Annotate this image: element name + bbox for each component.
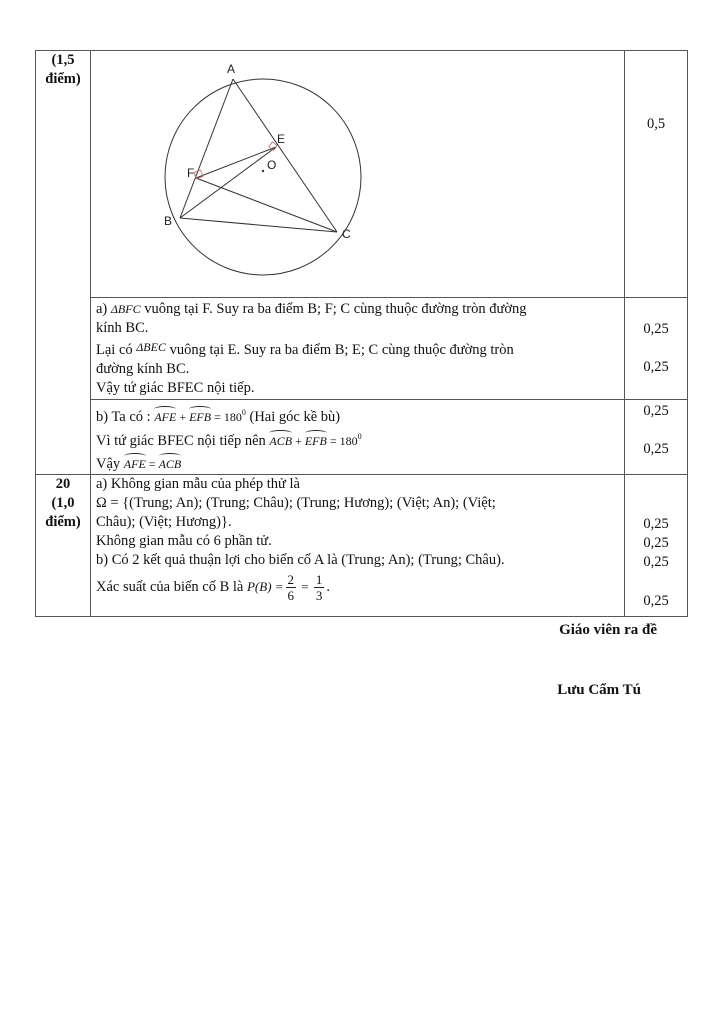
q20-text-prob: Xác suất của biến cố B là — [96, 578, 247, 595]
fraction-1-3 — [314, 572, 325, 603]
label-E: E — [277, 132, 286, 146]
denominator: 6 — [287, 587, 295, 603]
numerator: 1 — [315, 571, 323, 587]
q19-points-line1: (1,5 — [51, 52, 75, 68]
q19-figure-row — [36, 51, 688, 298]
equals-180: = 180 — [326, 433, 358, 448]
q19-b-line2 — [96, 427, 620, 451]
q19-b-text4: Vậy — [96, 455, 124, 472]
q19-a-label: a) — [96, 301, 108, 317]
denominator: 3 — [315, 587, 323, 603]
period: . — [326, 578, 331, 595]
q19-a-text3: vuông tại E. Suy ra ba điểm B; E; C cùng thuộc đường tròn — [165, 342, 514, 358]
q19-points-line2: điểm) — [45, 71, 81, 87]
q19-figure-score: 0,5 — [646, 116, 666, 132]
q19-a-line4: đường kính BC. — [96, 361, 190, 377]
q19-a-score2: 0,25 — [643, 359, 669, 375]
q19-a-line3 — [96, 338, 620, 360]
q19-part-a-score-cell — [625, 298, 688, 400]
numerator: 2 — [287, 571, 295, 587]
q20-line3: Châu); (Việt; Hương)}. — [96, 513, 232, 530]
q19-b-score1: 0,25 — [643, 403, 669, 419]
q19-part-b-cell — [91, 400, 625, 475]
q19-b-text2: (Hai góc kề bù) — [245, 408, 341, 425]
answer-sheet — [35, 50, 677, 617]
label-B: B — [164, 214, 173, 228]
triangle-bfc: ΔBFC — [110, 302, 141, 316]
angle-afe: AFE — [124, 455, 146, 474]
q20-answer-cell — [91, 474, 625, 616]
plus-sign: + — [292, 433, 305, 448]
triangle-bec: ΔBEC — [136, 340, 166, 354]
q20-score1: 0,25 — [643, 515, 669, 532]
q20-score2: 0,25 — [643, 534, 669, 551]
label-C: C — [342, 227, 351, 241]
q20-line4: Không gian mẫu có 6 phần tử. — [96, 532, 272, 549]
q20-points-line1: (1,0 — [51, 494, 75, 511]
q19-a-text1: vuông tại F. Suy ra ba điểm B; F; C cùng thuộc đường tròn đường — [140, 301, 527, 317]
q19-figure-cell — [91, 51, 625, 298]
q19-a-line2: kính BC. — [96, 320, 149, 336]
q19-part-b-row — [36, 400, 688, 475]
degree-mark: 0 — [357, 431, 362, 441]
q19-a-text2: Lại có — [96, 342, 137, 358]
angle-acb: ACB — [269, 432, 292, 451]
angle-acb: ACB — [159, 455, 182, 474]
plus-sign: + — [176, 409, 190, 424]
teacher-name: Lưu Cẩm Tú — [557, 682, 641, 698]
q20-number: 20 — [55, 475, 71, 492]
equals-sign: = — [298, 578, 312, 594]
q20-line1: a) Không gian mẫu của phép thử là — [96, 475, 300, 492]
q19-b-score2: 0,25 — [643, 441, 669, 457]
q19-b-line1 — [96, 403, 620, 427]
q20-line6 — [96, 572, 620, 603]
equals-sign: = — [145, 456, 159, 471]
q19-b-text3: Vì tứ giác BFEC nội tiếp nên — [96, 432, 270, 449]
label-O: O — [267, 158, 277, 172]
q19-part-a-cell — [91, 298, 625, 400]
geometry-figure — [96, 51, 616, 291]
q20-score3: 0,25 — [643, 553, 669, 570]
q19-a-line1 — [96, 300, 620, 319]
q19-b-text1: b) Ta có : — [96, 408, 155, 425]
angle-efb: EFB — [189, 408, 211, 427]
q20-points-cell — [36, 474, 91, 616]
q19-part-b-score-cell — [625, 400, 688, 475]
q20-row — [36, 474, 688, 616]
q19-part-a-row — [36, 298, 688, 400]
q20-score-cell — [625, 474, 688, 616]
q19-figure-score-cell — [625, 51, 688, 298]
angle-afe: AFE — [154, 408, 176, 427]
q20-score4: 0,25 — [643, 592, 669, 609]
degree-mark: 0 — [241, 408, 246, 417]
equals-180: = 180 — [211, 409, 242, 424]
q20-line5: b) Có 2 kết quả thuận lợi cho biến cố A là (Trung; An); (Trung; Châu). — [96, 551, 505, 568]
label-A: A — [227, 62, 236, 76]
grading-table — [35, 50, 688, 617]
probability-expression: P(B) = — [246, 578, 284, 594]
fraction-2-6 — [286, 572, 297, 603]
q19-a-line5: Vậy tứ giác BFEC nội tiếp. — [96, 380, 255, 396]
q20-line2: Ω = {(Trung; An); (Trung; Châu); (Trung; Hương); (Việt; An); (Việt; — [96, 494, 496, 511]
q19-b-line3 — [96, 455, 620, 474]
label-F: F — [187, 166, 195, 180]
q19-points-cell — [36, 51, 91, 475]
q20-points-line2: điểm) — [45, 513, 81, 530]
teacher-role: Giáo viên ra đề — [559, 622, 657, 638]
angle-efb: EFB — [305, 432, 327, 451]
q19-a-score1: 0,25 — [643, 321, 669, 337]
